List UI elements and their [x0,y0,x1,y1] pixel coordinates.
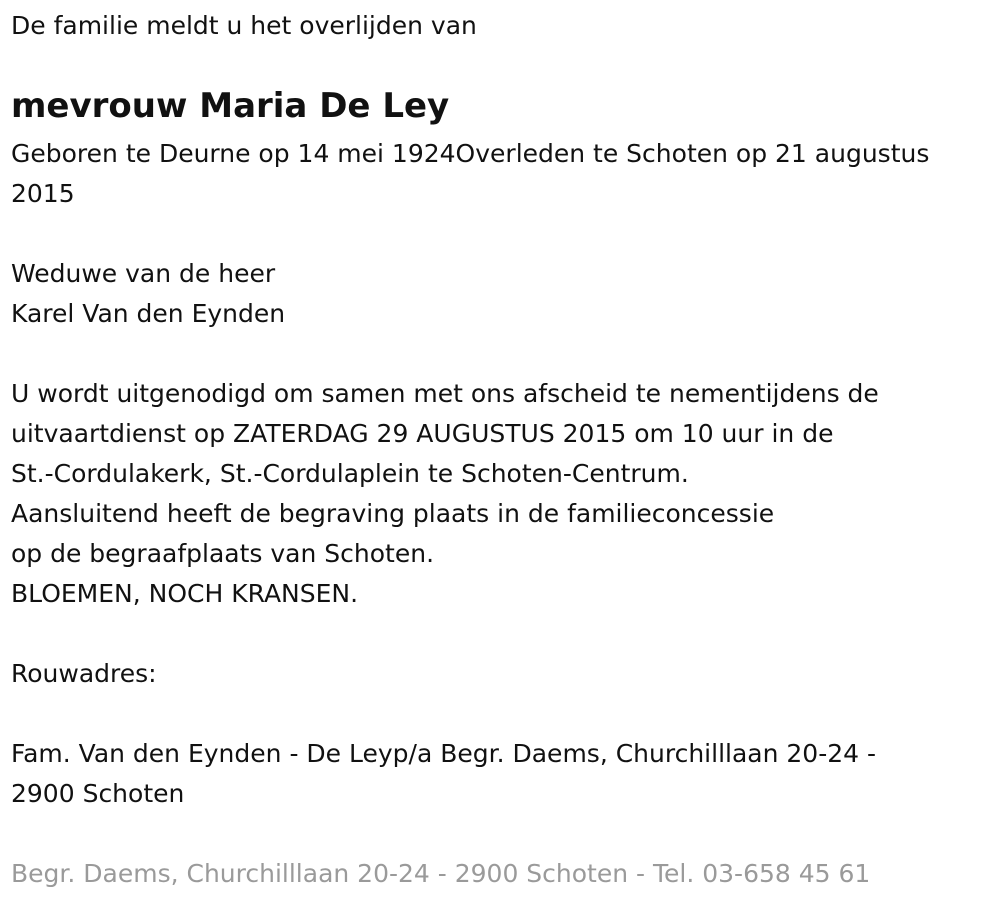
invitation-line-5: op de begraafplaats van Schoten. [11,539,435,568]
invitation-line-4: Aansluitend heeft de begraving plaats in de familieconcessie [11,499,775,528]
invitation-line-2: uitvaartdienst op ZATERDAG 29 AUGUSTUS 2015 om 10 uur in de [11,419,834,448]
mourning-address-label: Rouwadres: [11,659,157,688]
deceased-name: mevrouw Maria De Ley [11,86,450,126]
intro-text: De familie meldt u het overlijden van [11,11,477,40]
spouse-line-2: Karel Van den Eynden [11,299,286,328]
mourning-address-line-1: Fam. Van den Eynden - De Leyp/a Begr. Daems, Churchilllaan 20-24 - [11,739,877,768]
invitation-line-1: U wordt uitgenodigd om samen met ons afscheid te nementijdens de [11,379,879,408]
dates-line-2: 2015 [11,179,75,208]
mourning-address-line-2: 2900 Schoten [11,779,185,808]
invitation-line-3: St.-Cordulakerk, St.-Cordulaplein te Schoten-Centrum. [11,459,689,488]
funeral-home-footer: Begr. Daems, Churchilllaan 20-24 - 2900 Schoten - Tel. 03-658 45 61 [11,859,871,888]
dates-line-1: Geboren te Deurne op 14 mei 1924Overleden te Schoten op 21 augustus [11,139,930,168]
invitation-line-6: BLOEMEN, NOCH KRANSEN. [11,579,359,608]
spouse-line-1: Weduwe van de heer [11,259,276,288]
